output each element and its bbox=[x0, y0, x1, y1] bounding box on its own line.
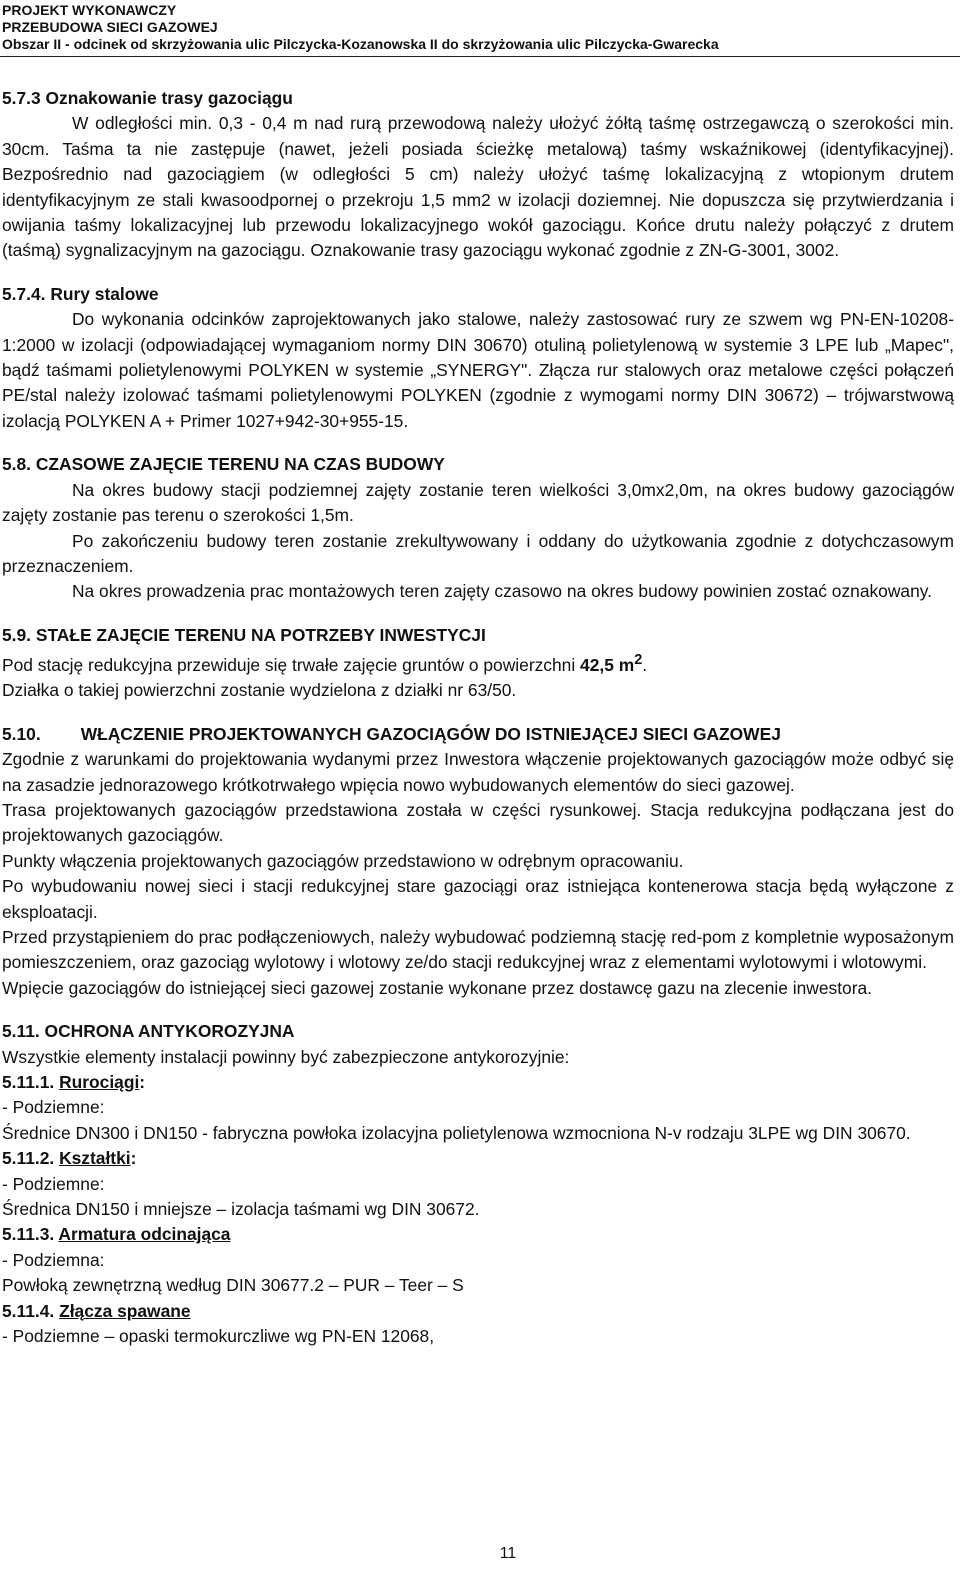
section-5-11-4-text: - Podziemne – opaski termokurczliwe wg PN-EN 12068, bbox=[2, 1326, 435, 1347]
header-project-name: PRZEBUDOWA SIECI GAZOWEJ bbox=[2, 19, 218, 35]
section-5-11-2-title: 5.11.2. Kształtki: bbox=[2, 1148, 137, 1169]
section-5-11-3-sub: - Podziemna: bbox=[2, 1249, 105, 1270]
section-5-7-3-title: 5.7.3 Oznakowanie trasy gazociągu bbox=[2, 88, 293, 108]
section-5-9-paragraph-1: Pod stację redukcyjna przewiduje się trwałe zajęcie gruntów o powierzchni 42,5 $m^2$. bbox=[2, 652, 648, 675]
section-5-8-title: 5.8. CZASOWE ZAJĘCIE TERENU NA CZAS BUDOWY bbox=[2, 454, 445, 475]
section-5-11-1-text: Średnice DN300 i DN150 - fabryczna powłoka izolacyjna polietylenowa wzmocniona N-v rodzaju 3LPE wg DIN 30670. bbox=[2, 1122, 911, 1143]
page-header bbox=[2, 2, 719, 53]
page-number: 11 bbox=[499, 1545, 517, 1562]
section-5-10-paragraph-3: Punkty włączenia projektowanych gazociągów przedstawiono w odrębnym opracowaniu. bbox=[2, 850, 684, 871]
section-5-11-4-title: 5.11.4. Złącza spawane bbox=[2, 1300, 191, 1321]
section-5-11-1-title: 5.11.1. Rurociągi: bbox=[2, 1072, 146, 1093]
section-5-8-paragraph-1: Na okres budowy stacji podziemnej zajęty zostanie teren wielkości 3,0mx2,0m, na okres budowy gazociągów zajęty zostanie pas terenu o szerokości 1,5m. bbox=[2, 479, 954, 526]
section-5-10-title: 5.10. WŁĄCZENIE PROJEKTOWANYCH GAZOCIĄGÓW DO ISTNIEJĄCEJ SIECI GAZOWEJ bbox=[2, 723, 781, 744]
section-5-10-paragraph-5: Przed przystąpieniem do prac podłączeniowych, należy wybudować podziemną stację red-pom z kompletnie wyposażonym pomieszczeniem, oraz gazociąg wylotowy i wlotowy ze/do stacji redukcyjnej wraz z elementami wylotowymi i wlotowymi. bbox=[2, 926, 954, 973]
document-body bbox=[2, 86, 954, 1349]
section-5-9-title: 5.9. STAŁE ZAJĘCIE TERENU NA POTRZEBY INWESTYCJI bbox=[2, 624, 486, 645]
section-5-11-title: 5.11. OCHRONA ANTYKOROZYJNA bbox=[2, 1021, 295, 1042]
section-5-7-4-title: 5.7.4. Rury stalowe bbox=[2, 283, 159, 304]
section-5-11-2-text: Średnica DN150 i mniejsze – izolacja taśmami wg DIN 30672. bbox=[2, 1199, 480, 1220]
section-5-9-paragraph-2: Działka o takiej powierzchni zostanie wydzielona z działki nr 63/50. bbox=[2, 680, 517, 701]
header-area: Obszar II - odcinek od skrzyżowania ulic Pilczycka-Kozanowska II do skrzyżowania ulic Pilczycka-Gwarecka bbox=[2, 36, 719, 52]
section-5-10-paragraph-4: Po wybudowaniu nowej sieci i stacji redukcyjnej stare gazociągi oraz istniejąca kontenerowa stacja będą wyłączone z eksploatacji. bbox=[2, 876, 954, 922]
section-5-8-paragraph-3: Na okres prowadzenia prac montażowych teren zajęty czasowo na okres budowy powinien zostać oznakowany. bbox=[72, 581, 932, 602]
section-5-10-paragraph-2: Trasa projektowanych gazociągów przedstawiona została w części rysunkowej. Stacja redukcyjna podłączana jest do projektowanych gazociągów. bbox=[2, 799, 954, 846]
section-5-11-intro: Wszystkie elementy instalacji powinny być zabezpieczone antykorozyjnie: bbox=[2, 1046, 570, 1067]
section-5-11-3-text: Powłoką zewnętrzną według DIN 30677.2 – PUR – Teer – S bbox=[2, 1275, 464, 1296]
section-5-8-paragraph-2: Po zakończeniu budowy teren zostanie zrekultywowany i oddany do użytkowania zgodnie z dotychczasowym przeznaczeniem. bbox=[2, 530, 954, 576]
section-5-11-3-title: 5.11.3. Armatura odcinająca bbox=[2, 1224, 231, 1245]
section-5-7-3-paragraph: W odległości min. 0,3 - 0,4 m nad rurą przewodową należy ułożyć żółtą taśmę ostrzegawczą o szerokości min. 30cm. Taśma ta nie zastępuje (nawet, jeżeli posiada ścieżkę metalową) taśmy wskaźnikowej (identyfikacyjnej). Bezpośrednio nad gazociągiem (w odległości 5 cm) należy ułożyć taśmę lokalizacyjną z wtopionym drutem identyfikacyjnym ze stali kwasoodpornej o przekroju 1,5 mm2 w izolacji doziemnej. Nie dopuszcza się przytwierdzania i owijania taśmy lokalizacyjnej lub przewodu lokalizacyjnego wokół gazociągu. Końce drutu należy połączyć z drutem (taśmą) sygnalizacyjnym na gazociągu. Oznakowanie trasy gazociągu wykonać zgodnie z ZN-G-3001, 3002. bbox=[2, 113, 954, 261]
section-5-10-paragraph-1: Zgodnie z warunkami do projektowania wydanymi przez Inwestora włączenie projektowanych gazociągów może odbyć się na zasadzie jednorazowego krótkotrwałego wpięcia nowo wybudowanych elementów do sieci gazowej. bbox=[2, 749, 954, 795]
section-5-10-paragraph-6: Wpięcie gazociągów do istniejącej sieci gazowej zostanie wykonane przez dostawcę gazu na zlecenie inwestora. bbox=[2, 977, 873, 998]
section-5-11-2-sub: - Podziemne: bbox=[2, 1173, 105, 1194]
header-project-type: PROJEKT WYKONAWCZY bbox=[2, 2, 177, 18]
section-5-11-1-sub: - Podziemne: bbox=[2, 1097, 105, 1118]
section-5-7-4-paragraph: Do wykonania odcinków zaprojektowanych jako stalowe, należy zastosować rury ze szwem wg PN-EN-10208-1:2000 w izolacji (odpowiadającej wymaganiom normy DIN 30670) otuliną polietylenową w systemie 3 LPE lub „Mapec", bądź taśmami polietylenowymi POLYKEN w systemie „SYNERGY". Złącza rur stalowych oraz metalowe części połączeń PE/stal należy izolować taśmami polietylenowymi POLYKEN (zgodnie z wymogami normy DIN 30672) – trójwarstwową izolacją POLYKEN A + Primer 1027+942-30+955-15. bbox=[2, 309, 954, 431]
header-divider bbox=[0, 56, 960, 57]
